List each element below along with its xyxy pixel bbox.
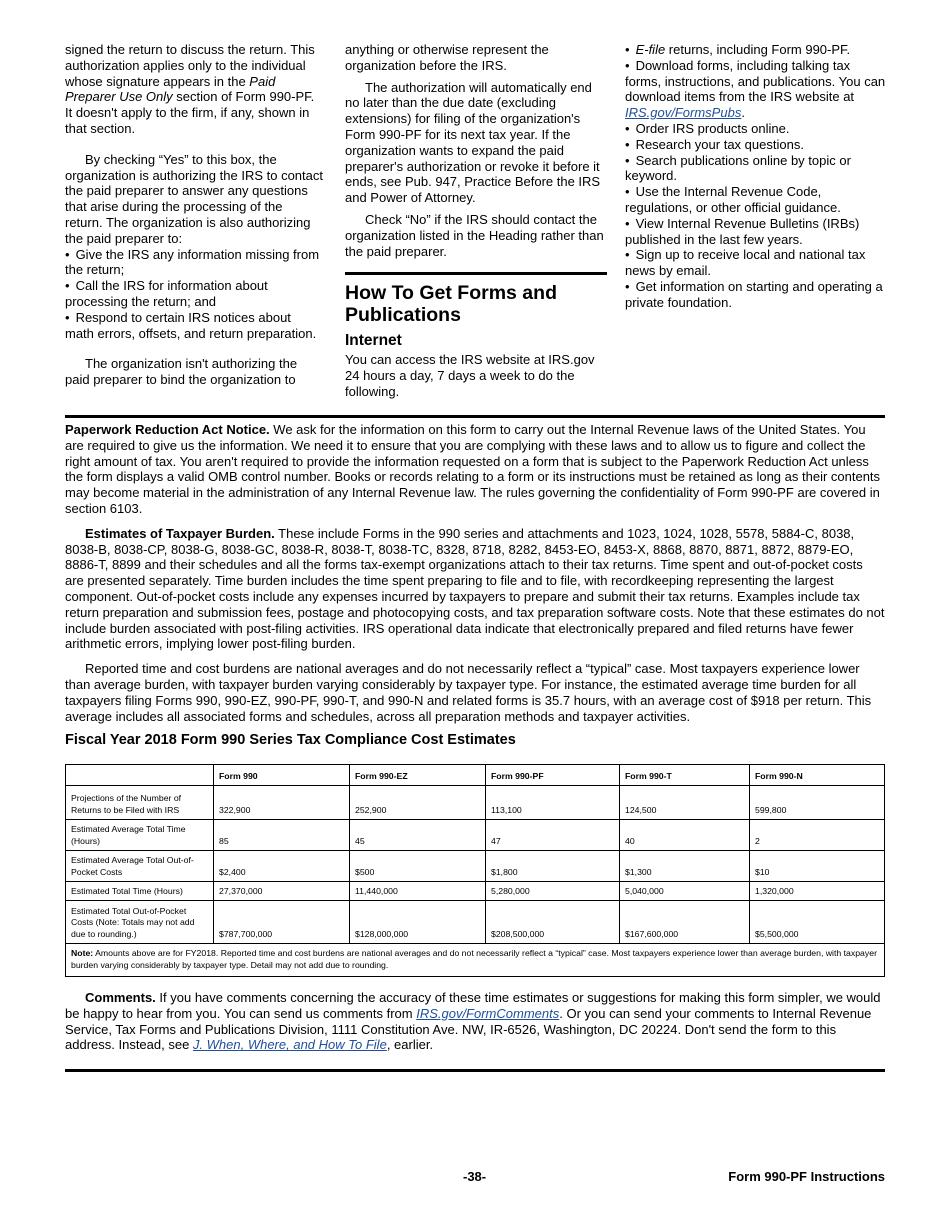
row-label: Estimated Average Total Time (Hours): [66, 820, 214, 851]
formcomments-link[interactable]: IRS.gov/FormComments: [416, 1005, 560, 1021]
table-cell: 85: [214, 820, 350, 851]
table-cell: $10: [750, 851, 885, 882]
row-label: Estimated Total Out-of-Pocket Costs (Note: Totals may not add due to rounding.): [66, 901, 214, 944]
col1-paragraph-2: By checking “Yes” to this box, the organization is authorizing the IRS to contact the paid preparer to answer any questions that arise during the processing of the return. The organization is also authorizing the paid preparer to:: [65, 151, 323, 246]
table-cell: 599,800: [750, 786, 885, 820]
table-cell: 47: [486, 820, 620, 851]
when-where-how-link[interactable]: J. When, Where, and How To File: [192, 1037, 387, 1053]
table-cell: 322,900: [214, 786, 350, 820]
col3-bullet-efile: • E-file returns, including Form 990-PF.: [625, 42, 887, 58]
estimates-paragraph: Estimates of Taxpayer Burden. These include Forms in the 990 series and attachments and 1023, 1024, 1028, 5578, 5884-C, 8038, 8038-B, 8038-CP, 8038-G, 8038-GC, 8038-R, 8038-T, 8038-TC, 8328, 8718, 8282, 8453-EO, 8453-X, 8868, 8870, 8871, 8872, 8879-EO, 8886-T, 8899 and their schedules and all the forms tax-exempt organizations attach to their tax returns. Time spent and out-of-pocket costs are presented separately. Time burden includes the time spent preparing to file and to file, with recordkeeping representing the largest component. Out-of-pocket costs include any expenses incurred by taxpayers to prepare and submit their tax returns. Examples include tax return preparation and submission fees, postage and photocopying costs, and tax preparation software costs. Note that these estimates do not include burden associated with post-filing activities. IRS operational data indicate that electronically prepared and filed returns have fewer arithmetic errors, implying lower post-filing burden.: [65, 525, 885, 652]
col2-paragraph-4: You can access the IRS website at IRS.gov 24 hours a day, 7 days a week to do the following.: [345, 352, 595, 399]
paperwork-paragraph: Paperwork Reduction Act Notice. We ask for the information on this form to carry out the Internal Revenue laws of the United States. You are required to give us the information. We need it to ensure that you are complying with these laws and to allow us to figure and collect the right amount of tax. You aren't required to provide the information requested on a form that is subject to the Paperwork Reduction Act unless the form displays a valid OMB control number. Books or records relating to a form or its instructions must be retained as long as their contents may become material in the administration of any Internal Revenue law. The rules governing the confidentiality of Form 990-PF are covered in section 6103.: [65, 422, 881, 516]
table-cell: $5,500,000: [750, 901, 885, 944]
table-row: [66, 851, 885, 882]
table-note-row: [66, 944, 885, 977]
table-cell: 124,500: [620, 786, 750, 820]
table-cell: $1,300: [620, 851, 750, 882]
column-right: [625, 42, 887, 311]
column-middle: [345, 42, 607, 400]
reported-paragraph: Reported time and cost burdens are national averages and do not necessarily reflect a “typical” case. Most taxpayers experience lower than average burden, with taxpayer burden varying considerably by taxpayer type. For instance, the estimated average time burden for all taxpayers filing Forms 990, 990-EZ, 990-PF, 990-T, and 990-N and related forms is 35.7 hours, with an average cost of $918 per return. This average includes all associated forms and schedules, across all preparation methods and taxpayer activities.: [65, 661, 872, 724]
row-label: Projections of the Number of Returns to be Filed with IRS: [66, 786, 214, 820]
table-cell: 45: [350, 820, 486, 851]
col3-bullet-signup: • Sign up to receive local and national tax news by email.: [625, 247, 887, 279]
table-header: Form 990: [214, 765, 350, 786]
comments-paragraph: Comments. If you have comments concerning the accuracy of these time estimates or suggestions for making this form simpler, we would be happy to hear from you. You can send us comments from IRS.gov/FormComments. Or you can send your comments to Internal Revenue Service, Tax Forms and Publications Division, 1111 Constitution Ave. NW, IR-6526, Washington, DC 20224. Don't send the form to this address. Instead, see J. When, Where, and How To File, earlier.: [65, 990, 881, 1053]
table-cell: $167,600,000: [620, 901, 750, 944]
col3-bullet-order: • Order IRS products online.: [625, 121, 887, 137]
table-cell: $2,400: [214, 851, 350, 882]
col3-bullet-irbs: • View Internal Revenue Bulletins (IRBs) published in the last few years.: [625, 216, 887, 248]
col1-bullet-1: • Give the IRS any information missing from the return;: [65, 247, 323, 279]
table-header: Form 990-T: [620, 765, 750, 786]
form-title-footer: Form 990-PF Instructions: [728, 1169, 885, 1184]
table-cell: $787,700,000: [214, 901, 350, 944]
col1-paragraph-3: The organization isn't authorizing the paid preparer to bind the organization to: [65, 356, 298, 388]
col3-bullet-code: • Use the Internal Revenue Code, regulations, or other official guidance.: [625, 184, 887, 216]
section-rule: [345, 272, 607, 275]
table-cell: $128,000,000: [350, 901, 486, 944]
table-row: [66, 901, 885, 944]
divider-top: [65, 415, 885, 418]
table-header: Form 990-PF: [486, 765, 620, 786]
col1-bullet-2: • Call the IRS for information about processing the return; and: [65, 278, 323, 310]
col1-bullet-3: • Respond to certain IRS notices about math errors, offsets, and return preparation.: [65, 310, 323, 342]
column-left: [65, 42, 323, 388]
table-cell: $208,500,000: [486, 901, 620, 944]
table-cell: $500: [350, 851, 486, 882]
section-subheading: Internet: [345, 332, 402, 350]
row-label: Estimated Total Time (Hours): [66, 882, 214, 901]
table-cell: $1,800: [486, 851, 620, 882]
table-header-row: [66, 765, 885, 786]
col1-paragraph-1: signed the return to discuss the return. This authorization applies only to the individual whose signature appears in the Paid Preparer Use Only section of Form 990-PF. It doesn't apply to the firm, if any, shown in that section.: [65, 42, 315, 136]
cost-estimates-table: [65, 764, 885, 977]
table-cell: 113,100: [486, 786, 620, 820]
table-note: Note: Amounts above are for FY2018. Reported time and cost burdens are national averages and do not necessarily reflect a “typical” case. Most taxpayers experience lower than average burden, with taxpayer burden varying considerably by taxpayer type. Detail may not add due to rounding.: [66, 944, 885, 977]
section-heading: How To Get Forms and Publications: [345, 282, 557, 327]
table-cell: 11,440,000: [350, 882, 486, 901]
table-row: [66, 786, 885, 820]
table-cell: 2: [750, 820, 885, 851]
page-number: -38-: [463, 1169, 487, 1184]
table-cell: 5,040,000: [620, 882, 750, 901]
col2-paragraph-3: Check “No” if the IRS should contact the organization listed in the Heading rather than the paid preparer.: [345, 211, 604, 259]
table-title: Fiscal Year 2018 Form 990 Series Tax Compliance Cost Estimates: [65, 732, 516, 748]
table-cell: 252,900: [350, 786, 486, 820]
table-header: [66, 765, 214, 786]
irs-formspubs-link[interactable]: IRS.gov/FormsPubs: [625, 105, 742, 121]
table-row: [66, 820, 885, 851]
table-header: Form 990-EZ: [350, 765, 486, 786]
divider-bottom: [65, 1069, 885, 1072]
col3-bullet-download: • Download forms, including talking tax forms, instructions, and publications. You can download items from the IRS website at IRS.gov/FormsPubs.: [625, 58, 887, 121]
comments-section: [65, 990, 885, 1053]
col3-bullet-search: • Search publications online by topic or keyword.: [625, 153, 887, 185]
table-cell: 27,370,000: [214, 882, 350, 901]
row-label: Estimated Average Total Out-of-Pocket Costs: [66, 851, 214, 882]
table-cell: 1,320,000: [750, 882, 885, 901]
table-cell: 5,280,000: [486, 882, 620, 901]
table-cell: 40: [620, 820, 750, 851]
notice-section: [65, 422, 885, 724]
col2-paragraph-1: anything or otherwise represent the organization before the IRS.: [345, 42, 549, 73]
col3-bullet-foundation: • Get information on starting and operating a private foundation.: [625, 279, 887, 311]
table-header: Form 990-N: [750, 765, 885, 786]
table-row: [66, 882, 885, 901]
col2-paragraph-2: The authorization will automatically end no later than the due date (excluding extensions) for filing of the organization's Form 990-PF for its next tax year. If the organization wants to expand the paid preparer's authorization or revoke it before it ends, see Pub. 947, Practice Before the IRS and Power of Attorney.: [345, 79, 601, 206]
col3-bullet-research: • Research your tax questions.: [625, 137, 887, 153]
